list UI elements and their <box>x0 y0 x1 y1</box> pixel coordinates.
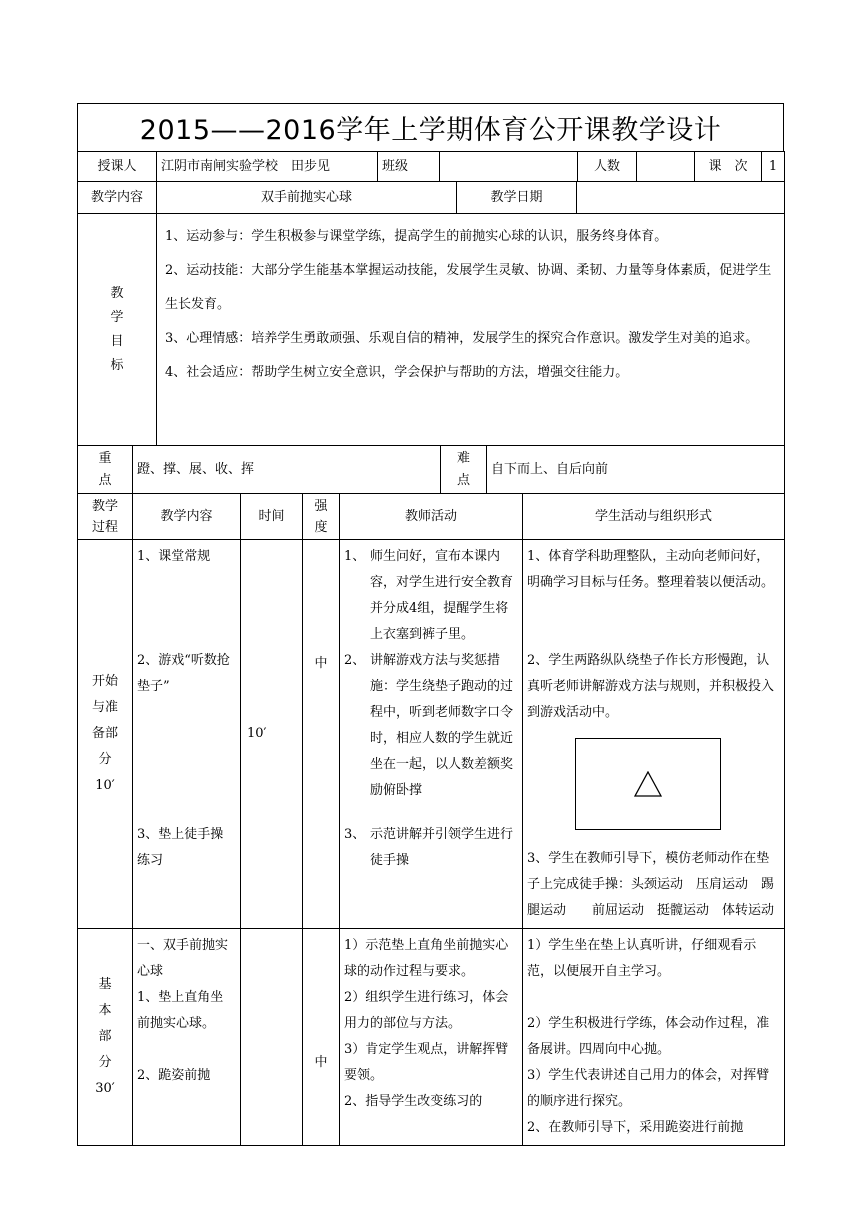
teacher-item: 3、 示范讲解并引领学生进行徒手操 <box>344 827 514 868</box>
section1-time: 10′ <box>241 540 303 929</box>
date-label: 教学日期 <box>457 182 577 214</box>
student-item: 1、体育学科助理整队，主动向老师问好，明确学习目标与任务。整理着装以便活动。 <box>527 549 775 590</box>
section1-intensity: 中 <box>303 540 340 929</box>
header-process: 教学 过程 <box>78 494 133 540</box>
section2-intensity: 中 <box>303 929 340 1146</box>
student-item: 2、在教师引导下，采用跪姿进行前抛 <box>527 1120 744 1135</box>
content-label: 教学内容 <box>78 182 157 214</box>
key-points-table <box>77 445 785 494</box>
header-student: 学生活动与组织形式 <box>523 494 785 540</box>
difficulty-value: 自下而上、自后向前 <box>487 446 785 494</box>
triangle-icon <box>634 771 662 797</box>
document-title: 2015——2016学年上学期体育公开课教学设计 <box>77 103 784 151</box>
content-item: 2、跪姿前抛 <box>137 1068 211 1083</box>
content-item: 3、垫上徒手操练习 <box>137 827 224 868</box>
student-item: 2、学生两路纵队绕垫子作长方形慢跑，认真听老师讲解游戏方法与规则，并积极投入到游戏活动中。 <box>527 653 775 720</box>
formation-diagram <box>575 738 721 830</box>
student-item: 3）学生代表讲述自己用力的体会，对挥臂的顺序进行探究。 <box>527 1068 770 1109</box>
class-value <box>440 152 578 182</box>
teacher-item: 2、指导学生改变练习的 <box>344 1094 483 1109</box>
header-time: 时间 <box>241 494 303 540</box>
class-label: 班级 <box>378 152 440 182</box>
section1-teacher <box>340 540 523 929</box>
teacher-item: 3）肯定学生观点，讲解挥臂要领。 <box>344 1042 509 1083</box>
teacher-item: 2）组织学生进行练习，体会用力的部位与方法。 <box>344 990 509 1031</box>
content-value: 双手前抛实心球 <box>157 182 457 214</box>
section2-student <box>523 929 785 1146</box>
content-item: 2、游戏“听数抢垫子” <box>137 653 230 694</box>
header-teacher: 教师活动 <box>340 494 523 540</box>
section2-label: 基 本 部 分 30′ <box>78 929 133 1146</box>
goals-list <box>157 214 785 446</box>
section1-label: 开始 与准 备部 分 10′ <box>78 540 133 929</box>
header-content: 教学内容 <box>133 494 241 540</box>
section1-student <box>523 540 785 929</box>
student-item: 1）学生坐在垫上认真听讲，仔细观看示范，以便展开自主学习。 <box>527 938 757 979</box>
info-table <box>77 151 785 182</box>
section1-content <box>133 540 241 929</box>
content-table <box>77 181 785 214</box>
lesson-value: 1 <box>762 152 785 182</box>
goals-label: 教 学 目 标 <box>78 214 157 446</box>
process-table <box>77 493 785 1146</box>
teacher-label: 授课人 <box>78 152 157 182</box>
goal-item: 3、心理情感：培养学生勇敢顽强、乐观自信的精神，发展学生的探究合作意识。激发学生对美的追求。 <box>165 331 759 346</box>
teacher-item: 1）示范垫上直角坐前抛实心球的动作过程与要求。 <box>344 938 509 979</box>
teacher-value: 江阴市南闸实验学校 田步见 <box>157 152 378 182</box>
date-value <box>577 182 785 214</box>
lesson-label: 课 次 <box>695 152 762 182</box>
content-item: 1、课堂常规 <box>137 549 211 564</box>
content-item: 1、垫上直角坐前抛实心球。 <box>137 990 224 1031</box>
lesson-plan-document <box>77 103 784 1146</box>
content-item: 一、双手前抛实心球 <box>137 938 229 979</box>
difficulty-label: 难 点 <box>441 446 487 494</box>
student-item: 3、学生在教师引导下，模仿老师动作在垫子上完成徒手操：头颈运动 压肩运动 踢腿运动 前屈运动 挺髋运动 体转运动 <box>527 851 775 918</box>
section2-content <box>133 929 241 1146</box>
goal-item: 2、运动技能：大部分学生能基本掌握运动技能，发展学生灵敏、协调、柔韧、力量等身体素质，促进学生生长发育。 <box>165 263 772 312</box>
goal-item: 1、运动参与：学生积极参与课堂学练，提高学生的前抛实心球的认识，服务终身体育。 <box>165 229 668 244</box>
student-item: 2）学生积极进行学练，体会动作过程，准备展讲。四周向中心抛。 <box>527 1016 770 1057</box>
count-label: 人数 <box>578 152 637 182</box>
key-point-label: 重 点 <box>78 446 133 494</box>
section2-teacher <box>340 929 523 1146</box>
count-value <box>637 152 695 182</box>
header-intensity: 强 度 <box>303 494 340 540</box>
section2-time <box>241 929 303 1146</box>
goal-item: 4、社会适应：帮助学生树立安全意识，学会保护与帮助的方法，增强交往能力。 <box>165 365 629 380</box>
key-point-value: 蹬、撑、展、收、挥 <box>133 446 441 494</box>
teacher-item: 1、 师生问好，宣布本课内容，对学生进行安全教育并分成4组，提醒学生将上衣塞到裤子里。 <box>344 549 514 642</box>
goals-table <box>77 213 785 446</box>
teacher-item: 2、 讲解游戏方法与奖惩措施：学生绕垫子跑动的过程中，听到老师数字口令时，相应人数的学生就近坐在一起，以人数差额奖励俯卧撑 <box>344 653 514 798</box>
